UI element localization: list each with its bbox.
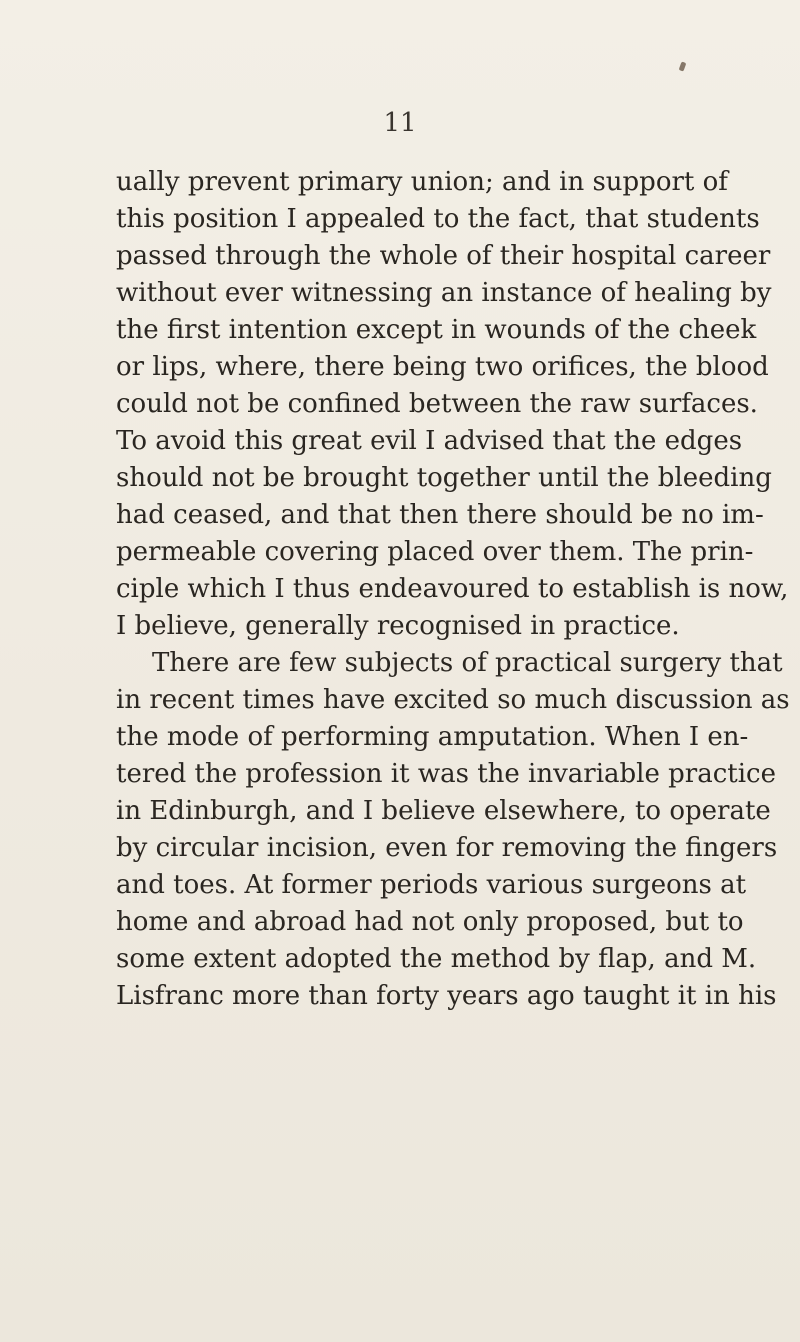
text-line: passed through the whole of their hospital career [116,241,771,271]
text-line: by circular incision, even for removing the fingers [116,833,778,863]
page-number: 11 [383,108,417,138]
text-line: or lips, where, there being two orifices, the blood [116,352,769,382]
text-line: should not be brought together until the bleeding [116,463,772,493]
ink-speck [679,61,687,71]
paragraph-1 [116,164,789,645]
text-line: could not be confined between the raw surfaces. [116,389,758,419]
text-line: the first intention except in wounds of the cheek [116,315,757,345]
text-line: some extent adopted the method by flap, and M. [116,944,757,974]
text-line: this position I appealed to the fact, that students [116,204,760,234]
text-line: ciple which I thus endeavoured to establish is now, [116,574,789,604]
text-line: permeable covering placed over them. The prin- [116,537,754,567]
body-text [116,164,790,1015]
text-line: in Edinburgh, and I believe elsewhere, to operate [116,796,771,826]
text-line: To avoid this great evil I advised that the edges [116,426,743,456]
text-line: home and abroad had not only proposed, but to [116,907,744,937]
text-line: in recent times have excited so much discussion as [116,685,790,715]
text-line: had ceased, and that then there should be no im- [116,500,764,530]
text-line: tered the profession it was the invariable practice [116,759,776,789]
text-line: ually prevent primary union; and in support of [116,167,728,197]
text-line: without ever witnessing an instance of healing by [116,278,772,308]
paragraph-2 [116,645,790,1015]
text-line: the mode of performing amputation. When I en- [116,722,749,752]
text-line: Lisfranc more than forty years ago taught it in his [116,981,777,1011]
text-line: There are few subjects of practical surgery that [152,648,783,678]
text-line: I believe, generally recognised in practice. [116,611,680,641]
text-line: and toes. At former periods various surgeons at [116,870,747,900]
